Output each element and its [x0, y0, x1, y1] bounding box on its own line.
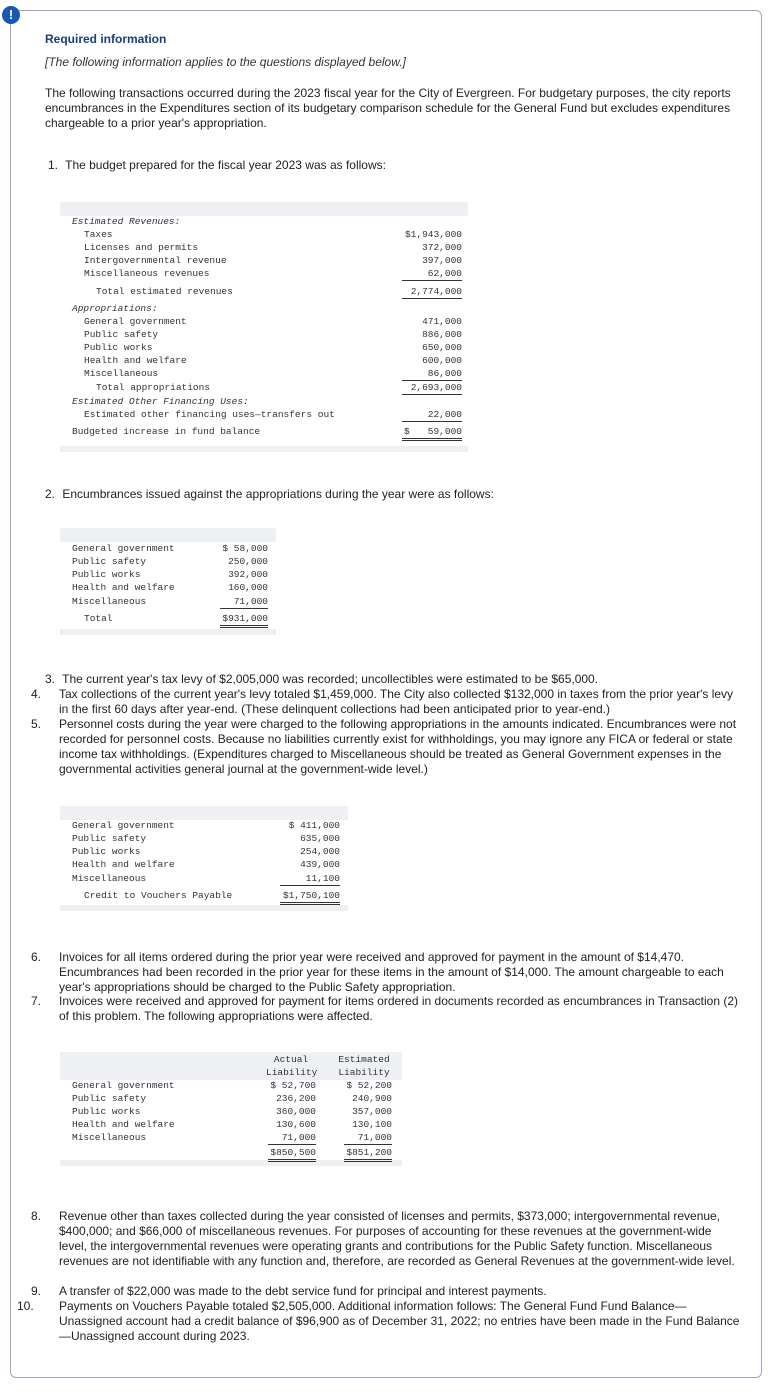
- table-header-bar: [60, 528, 276, 542]
- table-row-value: 240,900: [352, 1093, 392, 1104]
- item-text: Personnel costs during the year were charged to the following appropriations in the amounts indicated. Encumbrances were not recorded for personnel costs. Because no liabilities currently exist for withholdings, you may ignore any FICA or federal or state income tax withholdings. (Expenditures charged to Miscellaneous should be treated as General Government expenses in the governmental activities general journal at the government-wide level.): [59, 717, 737, 776]
- item-number: 4.: [31, 687, 42, 701]
- item-6: [31, 950, 749, 995]
- table-row-value: $ 58,000: [222, 543, 268, 554]
- column-header: Actual: [273, 1054, 309, 1065]
- table-row-label: Licenses and permits: [84, 242, 199, 253]
- item-8: [31, 1209, 739, 1269]
- table-section-label: Appropriations:: [72, 303, 158, 314]
- item-9: [31, 1284, 739, 1299]
- column-header: Liability: [338, 1067, 390, 1078]
- table-row-label: General government: [72, 820, 175, 831]
- item-number: 1.: [48, 158, 59, 172]
- table-row-value: $ 411,000: [288, 820, 340, 831]
- table-row-value: 254,000: [300, 846, 340, 857]
- table-row-label: Miscellaneous: [72, 596, 147, 607]
- table-section-label: Estimated Revenues:: [72, 216, 181, 227]
- table-total-value: $1,750,100: [280, 889, 340, 905]
- table-footer-bar: [60, 905, 348, 911]
- table-total-value: $850,500: [268, 1146, 316, 1162]
- column-header: Liability: [266, 1067, 318, 1078]
- item-number: 5.: [31, 717, 42, 731]
- item-number: 8.: [31, 1209, 42, 1223]
- item-1: [48, 158, 748, 173]
- table-row-label: Miscellaneous revenues: [84, 268, 210, 279]
- table-row-value: $ 52,200: [346, 1080, 392, 1091]
- table-row-value: 360,000: [276, 1106, 316, 1117]
- item-text: The current year's tax levy of $2,005,000 was recorded; uncollectibles were estimated to be $65,000.: [62, 672, 599, 686]
- table-row-label: General government: [84, 316, 187, 327]
- table-row-value: 62,000: [402, 267, 462, 281]
- table-row-label: General government: [72, 543, 175, 554]
- table-total-label: Budgeted increase in fund balance: [72, 426, 261, 437]
- item-text: Invoices were received and approved for payment for items ordered in documents recorded as encumbrances in Transaction (2) of this problem. The following appropriations were affected.: [59, 994, 739, 1023]
- table-row-value: 397,000: [422, 255, 462, 266]
- table-section-label: Estimated Other Financing Uses:: [72, 396, 249, 407]
- table-row-value: 600,000: [422, 355, 462, 366]
- alert-icon: !: [2, 6, 20, 24]
- table-row-value: 372,000: [422, 242, 462, 253]
- table-row-value: 886,000: [422, 329, 462, 340]
- table-row-label: Miscellaneous: [84, 368, 159, 379]
- table-total-value: $851,200: [344, 1146, 392, 1162]
- table-row-value: 86,000: [402, 367, 462, 381]
- table-row-label: Public safety: [72, 833, 147, 844]
- table-row-value: 130,600: [276, 1119, 316, 1130]
- table-total-value: 59,000: [402, 425, 462, 441]
- table-row-label: Public works: [84, 342, 153, 353]
- item-7: [31, 994, 739, 1024]
- item-4: [31, 687, 739, 717]
- currency-symbol: $: [404, 426, 410, 437]
- intro-paragraph: The following transactions occurred during the 2023 fiscal year for the City of Evergreen. For budgetary purposes, the city reports encumbrances in the Expenditures section of its budgetary comparison schedule for the General Fund but excludes expenditures chargeable to a prior year's appropriation.: [45, 86, 731, 130]
- item-number: 9.: [31, 1284, 42, 1298]
- item-text: Encumbrances issued against the appropriations during the year were as follows:: [62, 487, 494, 501]
- table-header-bar: [60, 202, 468, 216]
- item-text: Invoices for all items ordered during the prior year were received and approved for payment in the amount of $14,470. Encumbrances had been recorded in the prior year for these items in the amount of $14,000. The amount chargeable to each year's appropriations should be charged to the Public Safety appropriation.: [59, 950, 724, 994]
- table-row-label: Miscellaneous: [72, 873, 147, 884]
- table-row-label: Taxes: [84, 229, 113, 240]
- table-row-value: 357,000: [352, 1106, 392, 1117]
- item-number: 3.: [45, 672, 56, 686]
- table-row-value: 236,200: [276, 1093, 316, 1104]
- table-footer-bar: [60, 446, 468, 452]
- item-number: 10.: [17, 1299, 34, 1313]
- table-row-label: Intergovernmental revenue: [84, 255, 227, 266]
- table-row-label: Public safety: [72, 556, 147, 567]
- table-row-value: 71,000: [220, 595, 268, 609]
- table-total-label: Total estimated revenues: [96, 286, 233, 297]
- table-row-value: 392,000: [228, 569, 268, 580]
- table-row-label: Health and welfare: [72, 582, 175, 593]
- table-row-label: Public works: [72, 569, 141, 580]
- table-row-value: 250,000: [228, 556, 268, 567]
- table-row-value: 635,000: [300, 833, 340, 844]
- table-row-label: Public safety: [72, 1093, 147, 1104]
- item-5: [31, 717, 739, 777]
- table-row-label: Health and welfare: [72, 1119, 175, 1130]
- table-footer-bar: [60, 629, 276, 635]
- table-row-label: Public safety: [84, 329, 159, 340]
- item-3: [45, 672, 745, 687]
- table-total-value: 2,774,000: [402, 285, 462, 299]
- item-text: Payments on Vouchers Payable totaled $2,505,000. Additional information follows: The General Fund Fund Balance—Unassigned account had a credit balance of $96,900 as of December 31, 2022; no entries have been made in the Fund Balance—Unassigned account during 2023.: [59, 1299, 740, 1343]
- item-number: 6.: [31, 950, 42, 964]
- table-row-value: 650,000: [422, 342, 462, 353]
- table-row-value: 471,000: [422, 316, 462, 327]
- table-row-value: 71,000: [344, 1131, 392, 1145]
- table-row-label: Estimated other financing uses—transfers out: [84, 409, 335, 420]
- table-row-value: $ 52,700: [270, 1080, 316, 1091]
- table-total-value: 2,693,000: [402, 381, 462, 395]
- item-text: The budget prepared for the fiscal year 2023 was as follows:: [65, 158, 386, 172]
- table-row-label: Health and welfare: [72, 859, 175, 870]
- item-text: Tax collections of the current year's levy totaled $1,459,000. The City also collected $132,000 in taxes from the prior year's levy in the first 60 days after year-end. (These delinquent collections had been anticipated prior to year-end.): [59, 687, 734, 716]
- table-row-value: 160,000: [228, 582, 268, 593]
- item-2: [45, 487, 745, 502]
- item-number: 7.: [31, 994, 42, 1008]
- table-total-value: $931,000: [220, 612, 268, 628]
- table-row-value: $1,943,000: [404, 229, 462, 240]
- item-10: [17, 1299, 749, 1344]
- table-row-value: 22,000: [402, 408, 462, 422]
- table-header-bar: [60, 806, 348, 820]
- table-row-value: 130,100: [352, 1119, 392, 1130]
- table-total-label: Total: [84, 613, 113, 624]
- table-row-value: 71,000: [268, 1131, 316, 1145]
- table-row-label: General government: [72, 1080, 175, 1091]
- table-row-value: 439,000: [300, 859, 340, 870]
- table-row-label: Health and welfare: [84, 355, 187, 366]
- item-text: Revenue other than taxes collected during the year consisted of licenses and permits, $373,000; intergovernmental revenue, $400,000; and $66,000 of miscellaneous revenues. For purposes of accounting for these revenues at the government-wide level, the intergovernmental revenues were operating grants and contributions for the Public Safety function. Miscellaneous revenues are not identifiable with any function and, therefore, are recorded as General Revenues at the government-wide level.: [59, 1209, 735, 1268]
- section-title: Required information: [45, 32, 167, 46]
- table-total-label: Total appropriations: [96, 382, 211, 393]
- table-total-label: Credit to Vouchers Payable: [84, 890, 233, 901]
- table-row-label: Public works: [72, 1106, 141, 1117]
- item-number: 2.: [45, 487, 56, 501]
- item-text: A transfer of $22,000 was made to the debt service fund for principal and interest payments.: [59, 1284, 547, 1298]
- table-row-value: 11,100: [280, 872, 340, 886]
- note-text: [The following information applies to the questions displayed below.]: [45, 55, 406, 69]
- table-row-label: Miscellaneous: [72, 1132, 147, 1143]
- table-row-label: Public works: [72, 846, 141, 857]
- column-header: Estimated: [338, 1054, 390, 1065]
